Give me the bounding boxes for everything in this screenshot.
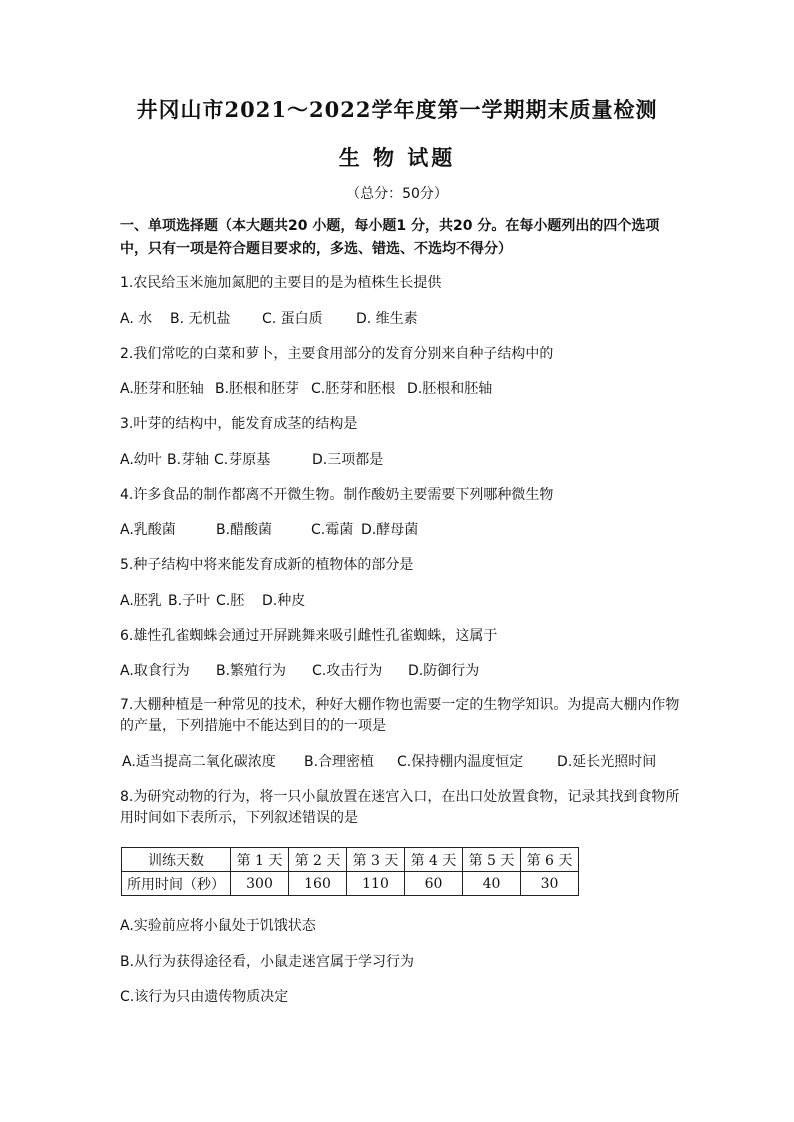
subject-title: 生 物 试题 (338, 145, 456, 170)
table-cell: 第 6 天 (521, 848, 579, 872)
option: C.芽原基 (214, 452, 271, 468)
table-cell: 60 (405, 872, 463, 896)
option: A.胚芽和胚轴 (120, 381, 204, 397)
table-cell: 第 5 天 (463, 848, 521, 872)
exam-title: 井冈山市2021～2022学年度第一学期期末质量检测 (136, 97, 658, 122)
question-5-options (120, 590, 305, 612)
option: D.种皮 (262, 593, 306, 609)
option: B. 无机盐 (170, 311, 231, 327)
question-8-option-a: A.实验前应将小鼠处于饥饿状态 (120, 918, 316, 934)
question-2-options (120, 378, 492, 400)
table-cell: 160 (289, 872, 347, 896)
table-cell: 300 (231, 872, 289, 896)
table-row (122, 872, 579, 896)
question-8-option-c: C.该行为只由遗传物质决定 (120, 989, 289, 1005)
question-6-stem: 6.雄性孔雀蜘蛛会通过开屏跳舞来吸引雌性孔雀蜘蛛，这属于 (120, 628, 498, 644)
table-cell: 所用时间（秒） (122, 872, 231, 896)
question-7-stem: 7.大棚种植是一种常见的技术，种好大棚作物也需要一定的生物学知识。为提高大棚内作物的产量，下列措施中不能达到目的的一项是 (120, 697, 680, 734)
training-time-table (121, 847, 579, 896)
table-cell: 第 2 天 (289, 848, 347, 872)
option: C.保持棚内温度恒定 (397, 754, 524, 770)
question-6-options (120, 660, 479, 682)
option: C.攻击行为 (312, 663, 383, 679)
option: D.延长光照时间 (557, 754, 657, 770)
option: D. 维生素 (356, 311, 418, 327)
table-cell: 训练天数 (122, 848, 231, 872)
question-3-options (120, 449, 383, 471)
question-8-option-b: B.从行为获得途径看，小鼠走迷宫属于学习行为 (120, 954, 415, 970)
question-8-stem: 8.为研究动物的行为，将一只小鼠放置在迷宫入口，在出口处放置食物，记录其找到食物所用时间如下表所示，下列叙述错误的是 (120, 789, 680, 826)
table-cell: 30 (521, 872, 579, 896)
option: D.三项都是 (312, 452, 384, 468)
option: A.乳酸菌 (120, 522, 176, 538)
table-cell: 第 3 天 (347, 848, 405, 872)
question-1-options (120, 308, 418, 330)
table-cell: 第 1 天 (231, 848, 289, 872)
option: C.胚芽和胚根 (311, 381, 396, 397)
option: A.适当提高二氧化碳浓度 (122, 754, 276, 770)
option: B.醋酸菌 (216, 522, 273, 538)
option: D.酵母菌 (361, 522, 419, 538)
option: B.胚根和胚芽 (215, 381, 300, 397)
question-2-stem: 2.我们常吃的白菜和萝卜，主要食用部分的发育分别来自种子结构中的 (120, 346, 554, 362)
total-score: （总分：50分） (346, 186, 448, 202)
option: C. 蛋白质 (262, 311, 323, 327)
option: A. 水 (120, 311, 153, 327)
question-5-stem: 5.种子结构中将来能发育成新的植物体的部分是 (120, 557, 414, 573)
section-heading: 一、单项选择题（本大题共20 小题，每小题1 分，共20 分。在每小题列出的四个选项中，只有一项是符合题目要求的，多选、错选、不选均不得分） (120, 218, 660, 257)
question-7-options (122, 751, 656, 773)
question-1-stem: 1.农民给玉米施加氮肥的主要目的是为植株生长提供 (120, 275, 442, 291)
option: D.防御行为 (408, 663, 480, 679)
option: A.胚乳 (120, 593, 162, 609)
option: B.合理密植 (304, 754, 375, 770)
option: B.芽轴 (167, 452, 210, 468)
option: C.胚 (216, 593, 245, 609)
option: B.繁殖行为 (216, 663, 287, 679)
table-cell: 第 4 天 (405, 848, 463, 872)
question-4-options (120, 519, 418, 541)
option: B.子叶 (168, 593, 211, 609)
option: D.胚根和胚轴 (407, 381, 493, 397)
option: C.霉菌 (311, 522, 354, 538)
table-header-row (122, 848, 579, 872)
option: A.取食行为 (120, 663, 190, 679)
option: A.幼叶 (120, 452, 162, 468)
question-3-stem: 3.叶芽的结构中，能发育成茎的结构是 (120, 416, 358, 432)
question-4-stem: 4.许多食品的制作都离不开微生物。制作酸奶主要需要下列哪种微生物 (120, 487, 554, 503)
table-cell: 40 (463, 872, 521, 896)
table-cell: 110 (347, 872, 405, 896)
